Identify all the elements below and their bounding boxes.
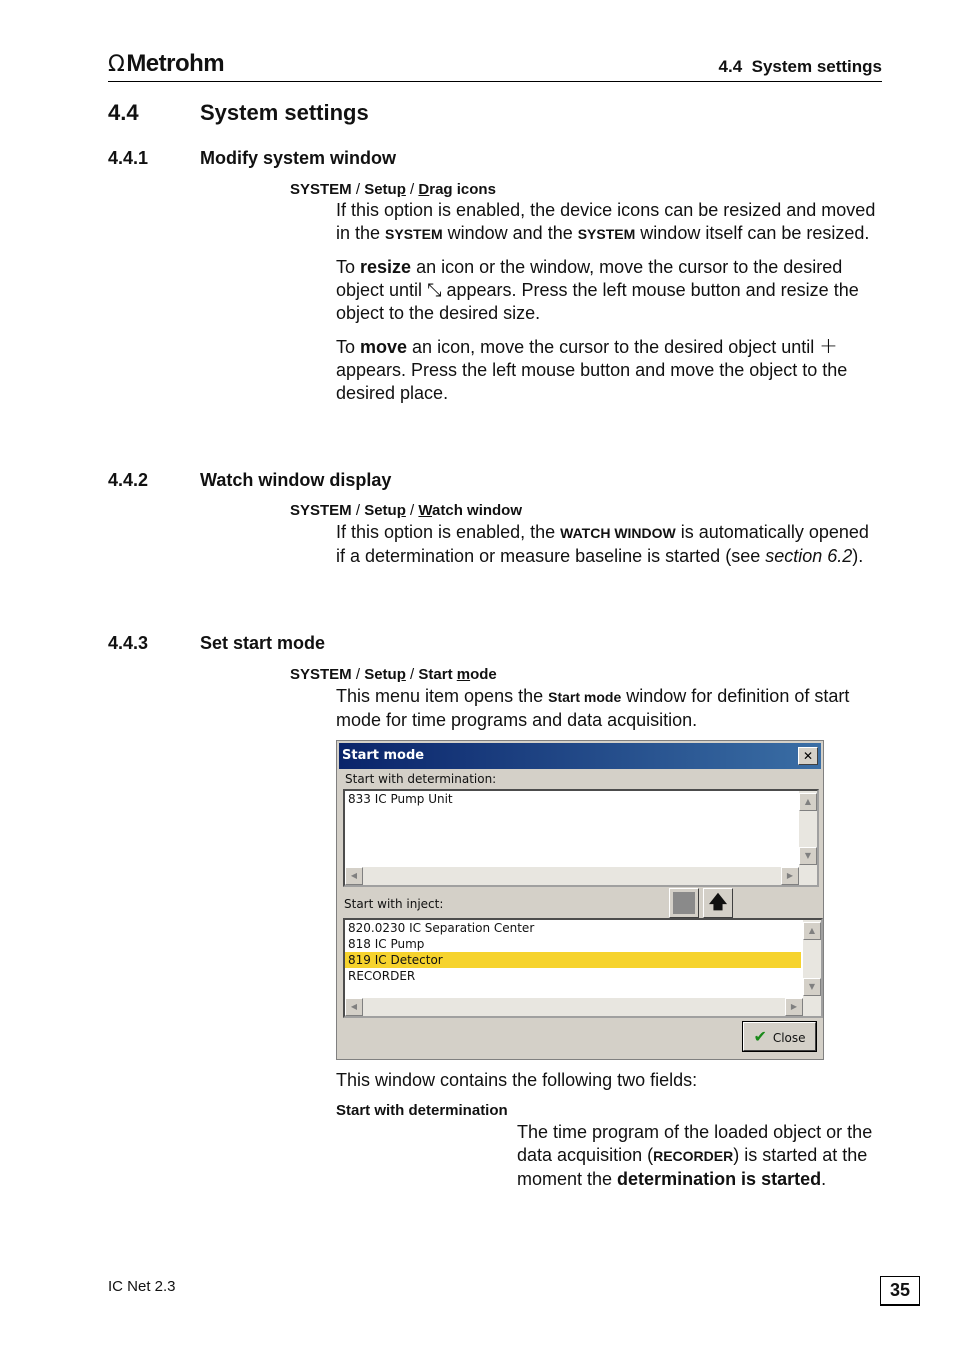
scroll-left-icon[interactable]: ◀ [345, 998, 363, 1016]
subsection-title: Set start mode [200, 633, 326, 653]
subsection-number: 4.4.1 [108, 148, 149, 168]
inject-listbox[interactable] [343, 918, 823, 1018]
determination-listbox[interactable] [343, 789, 819, 887]
running-header: 4.4 System settings [718, 57, 882, 76]
scroll-up-icon[interactable]: ▲ [803, 922, 821, 940]
body-text-after-dialog: This window contains the following two fields: [336, 1070, 698, 1090]
label-start-with-inject: Start with inject: [344, 897, 444, 911]
vertical-scrollbar[interactable] [803, 920, 821, 998]
move-up-button[interactable] [703, 888, 733, 918]
paragraph: If this option is enabled, the WATCH WINDOW is automatically opened if a determination or measure baseline is started (see section 6.2). [336, 522, 869, 566]
list-item-selected[interactable]: 819 IC Detector [345, 952, 801, 968]
subsection-number: 4.4.3 [108, 633, 149, 653]
close-button[interactable] [743, 1022, 816, 1051]
horizontal-scrollbar[interactable] [345, 867, 817, 885]
body-text-4-4-1 [336, 199, 881, 415]
menu-path-start-mode: SYSTEM / Setup / Start mode [290, 666, 497, 683]
list-item[interactable]: 818 IC Pump [348, 937, 425, 951]
field-description: The time program of the loaded object or the data acquisition (RECORDER) is started at the moment the determination is started. [517, 1122, 873, 1189]
dialog-title: Start mode [342, 748, 425, 763]
scroll-down-icon[interactable]: ▼ [803, 978, 821, 996]
subsection-heading-4-4-2 [108, 470, 391, 491]
metrohm-logo [108, 50, 224, 78]
page-number: 35 [880, 1276, 920, 1306]
scroll-right-icon[interactable]: ▶ [785, 998, 803, 1016]
header-rule [108, 81, 882, 82]
body-text-4-4-3 [336, 685, 881, 742]
scroll-right-icon[interactable]: ▶ [781, 867, 799, 885]
logo-text: Metrohm [126, 50, 225, 77]
move-cursor-icon: + [819, 334, 838, 359]
paragraph: To resize an icon or the window, move the cursor to the desired object until ⤡ appears. Press the left mouse button and resize the object to the desired size. [336, 257, 859, 323]
footer-product: IC Net 2.3 [108, 1278, 176, 1295]
horizontal-scrollbar[interactable] [345, 998, 821, 1016]
menu-path-watch-window: SYSTEM / Setup / Watch window [290, 502, 523, 519]
scroll-up-icon[interactable]: ▲ [799, 793, 817, 811]
section-number: 4.4 [108, 100, 139, 125]
close-button-label: Close [772, 1031, 806, 1045]
list-item[interactable]: 833 IC Pump Unit [348, 792, 453, 806]
dialog-title-bar [339, 743, 821, 769]
subsection-title: Watch window display [200, 470, 392, 490]
section-heading [108, 100, 369, 126]
square-button[interactable] [669, 888, 699, 918]
subsection-heading-4-4-1 [108, 148, 396, 169]
subsection-title: Modify system window [200, 148, 397, 168]
body-text-4-4-2 [336, 521, 881, 578]
resize-cursor-icon: ⤡ [427, 280, 442, 301]
start-mode-dialog [336, 740, 824, 1060]
vertical-scrollbar[interactable] [799, 791, 817, 867]
check-icon: ✔ [753, 1027, 767, 1046]
metrohm-omega-icon: Ω [108, 51, 125, 77]
field-label: Start with determination [336, 1102, 508, 1119]
paragraph: To move an icon, move the cursor to the desired object until + appears. Press the left mouse button and move the object to the desired place. [336, 334, 848, 403]
paragraph: This menu item opens the Start mode window for definition of start mode for time programs and data acquisition. [336, 686, 850, 730]
section-title: System settings [200, 100, 369, 125]
square-icon [673, 892, 695, 914]
paragraph: If this option is enabled, the device icons can be resized and moved in the SYSTEM window and the SYSTEM window itself can be resized. [336, 200, 876, 243]
scroll-down-icon[interactable]: ▼ [799, 847, 817, 865]
menu-path-drag-icons: SYSTEM / Setup / Drag icons [290, 181, 496, 198]
close-icon[interactable]: ✕ [798, 747, 818, 765]
subsection-number: 4.4.2 [108, 470, 149, 490]
scroll-left-icon[interactable]: ◀ [345, 867, 363, 885]
list-item[interactable]: 820.0230 IC Separation Center [348, 921, 535, 935]
arrow-up-icon: 🡅 [708, 892, 728, 913]
label-start-with-determination: Start with determination: [345, 772, 497, 786]
list-item[interactable]: RECORDER [348, 969, 416, 983]
subsection-heading-4-4-3 [108, 633, 325, 654]
